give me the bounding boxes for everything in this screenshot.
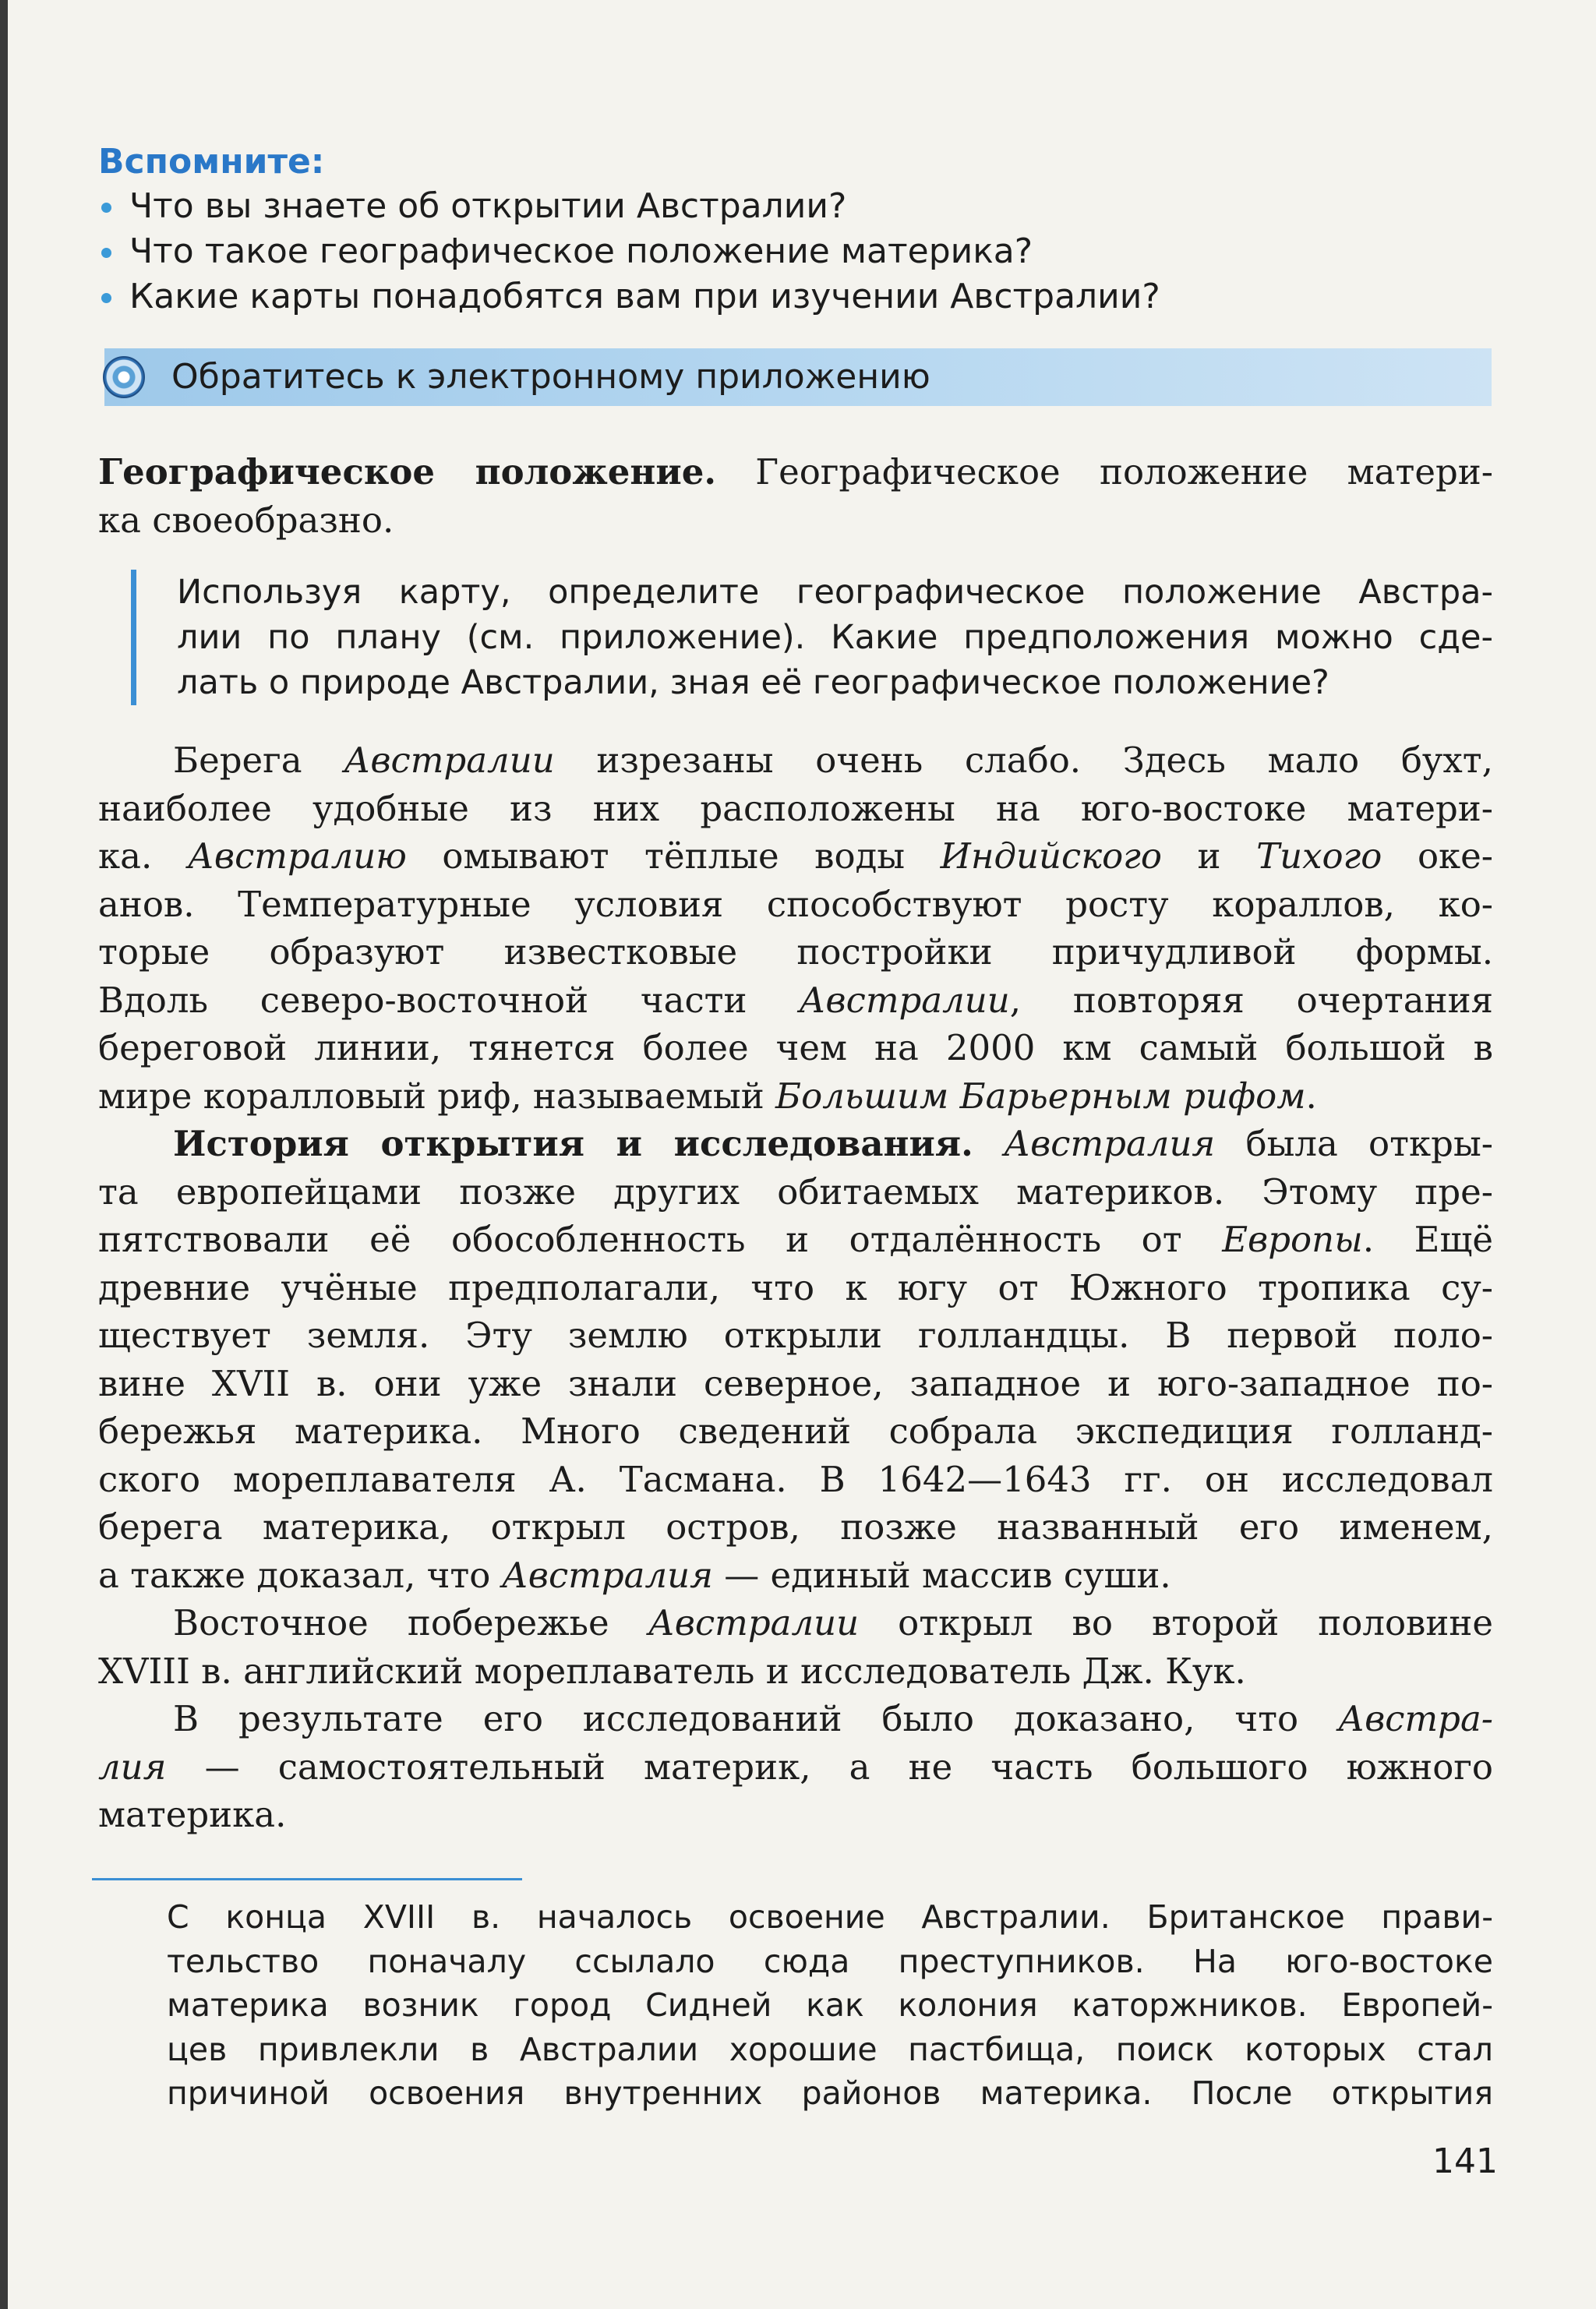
paragraph-line: вине XVII в. они уже знали северное, западное и юго-западное по- [98, 1362, 1493, 1404]
paragraph-line: ка своеобразно. [98, 499, 394, 541]
task-line: Используя карту, определите географическое положение Австра- [177, 573, 1493, 612]
paragraph-cook [98, 1599, 1493, 1695]
paragraph-line: мире коралловый риф, называемый Большим Барьерным рифом. [98, 1075, 1317, 1117]
list-item: Что вы знаете об открытии Австралии? [98, 184, 1501, 229]
bullet-icon [101, 203, 111, 213]
bullet-icon [101, 293, 111, 303]
paragraph-line: анов. Температурные условия способствуют росту кораллов, ко- [98, 883, 1493, 925]
paragraph-line: лия — самостоятельный материк, а не часть большого южного [98, 1746, 1493, 1788]
paragraph-settlement [167, 1895, 1493, 2116]
bullet-icon [101, 248, 111, 258]
paragraph-line: берега материка, открыл остров, позже названный его именем, [98, 1506, 1493, 1548]
section-geographic-position [98, 448, 1493, 544]
paragraph-line: тельство поначалу ссылало сюда преступников. На юго-востоке [167, 1942, 1493, 1980]
section-divider [92, 1878, 522, 1880]
paragraph-line: а также доказал, что Австралия — единый массив суши. [98, 1554, 1171, 1596]
list-item: Какие карты понадобятся вам при изучении Австралии? [98, 274, 1501, 320]
paragraph-line: бережья материка. Много сведений собрала экспедиция голланд- [98, 1410, 1493, 1452]
paragraph-line: XVIII в. английский мореплаватель и исследователь Дж. Кук. [98, 1650, 1246, 1692]
paragraph-line: торые образуют известковые постройки причудливой формы. [98, 931, 1493, 973]
task-box [131, 570, 1493, 705]
paragraph-line: ка. Австралию омывают тёплые воды Индийского и Тихого оке- [98, 835, 1493, 877]
paragraph-line: ского мореплавателя А. Тасмана. В 1642—1643 гг. он исследовал [98, 1458, 1493, 1500]
paragraph-line: материка. [98, 1794, 287, 1835]
remember-block [98, 140, 1501, 320]
paragraph-line: наиболее удобные из них расположены на юго-востоке матери- [98, 787, 1493, 829]
section-heading: Географическое положение. [98, 451, 717, 493]
paragraph-line: древние учёные предполагали, что к югу от Южного тропика су- [98, 1266, 1493, 1308]
paragraph-line: В результате его исследований было доказано, что Австра- [173, 1698, 1493, 1739]
paragraph-line: Берега Австралии изрезаны очень слабо. Здесь мало бухт, [173, 740, 1493, 781]
paragraph-result [98, 1695, 1493, 1839]
electronic-appendix-label: Обратитесь к электронному приложению [171, 357, 930, 397]
cd-disc-icon [103, 356, 145, 398]
electronic-appendix-banner [104, 348, 1492, 406]
paragraph-line: Вдоль северо-восточной части Австралии, повторяя очертания [98, 979, 1493, 1021]
paragraph-line: береговой линии, тянется более чем на 2000 км самый большой в [98, 1027, 1493, 1068]
paragraph-line: История открытия и исследования. Австралия была откры- [173, 1123, 1493, 1164]
paragraph-line: цев привлекли в Австралии хорошие пастбища, поиск которых стал [167, 2030, 1493, 2068]
paragraph-line: пятствовали её обособленность и отдалённость от Европы. Ещё [98, 1219, 1493, 1260]
task-line: лии по плану (см. приложение). Какие предположения можно сде- [177, 618, 1493, 657]
paragraph-history [98, 1120, 1493, 1599]
remember-list [98, 184, 1501, 320]
page-binding-edge [0, 0, 8, 2309]
task-line: лать о природе Австралии, зная её географическое положение? [177, 663, 1329, 702]
paragraph-line: Восточное побережье Австралии открыл во второй половине [173, 1602, 1493, 1643]
paragraph-line: ществует земля. Эту землю открыли голландцы. В первой поло- [98, 1315, 1493, 1356]
paragraph-line: Географическое положение. Географическое положение матери- [98, 451, 1494, 493]
paragraph-coast [98, 736, 1493, 1120]
paragraph-line: та европейцами позже других обитаемых материков. Этому пре- [98, 1170, 1493, 1213]
remember-title: Вспомните: [98, 142, 325, 182]
page-number: 141 [1432, 2141, 1498, 2181]
paragraph-line: С конца XVIII в. началось освоение Австралии. Британское прави- [167, 1898, 1493, 1936]
paragraph-line: причиной освоения внутренних районов материка. После открытия [167, 2074, 1493, 2112]
list-item: Что такое географическое положение материка? [98, 229, 1501, 274]
paragraph-line: материка возник город Сидней как колония каторжников. Европей- [167, 1986, 1493, 2024]
